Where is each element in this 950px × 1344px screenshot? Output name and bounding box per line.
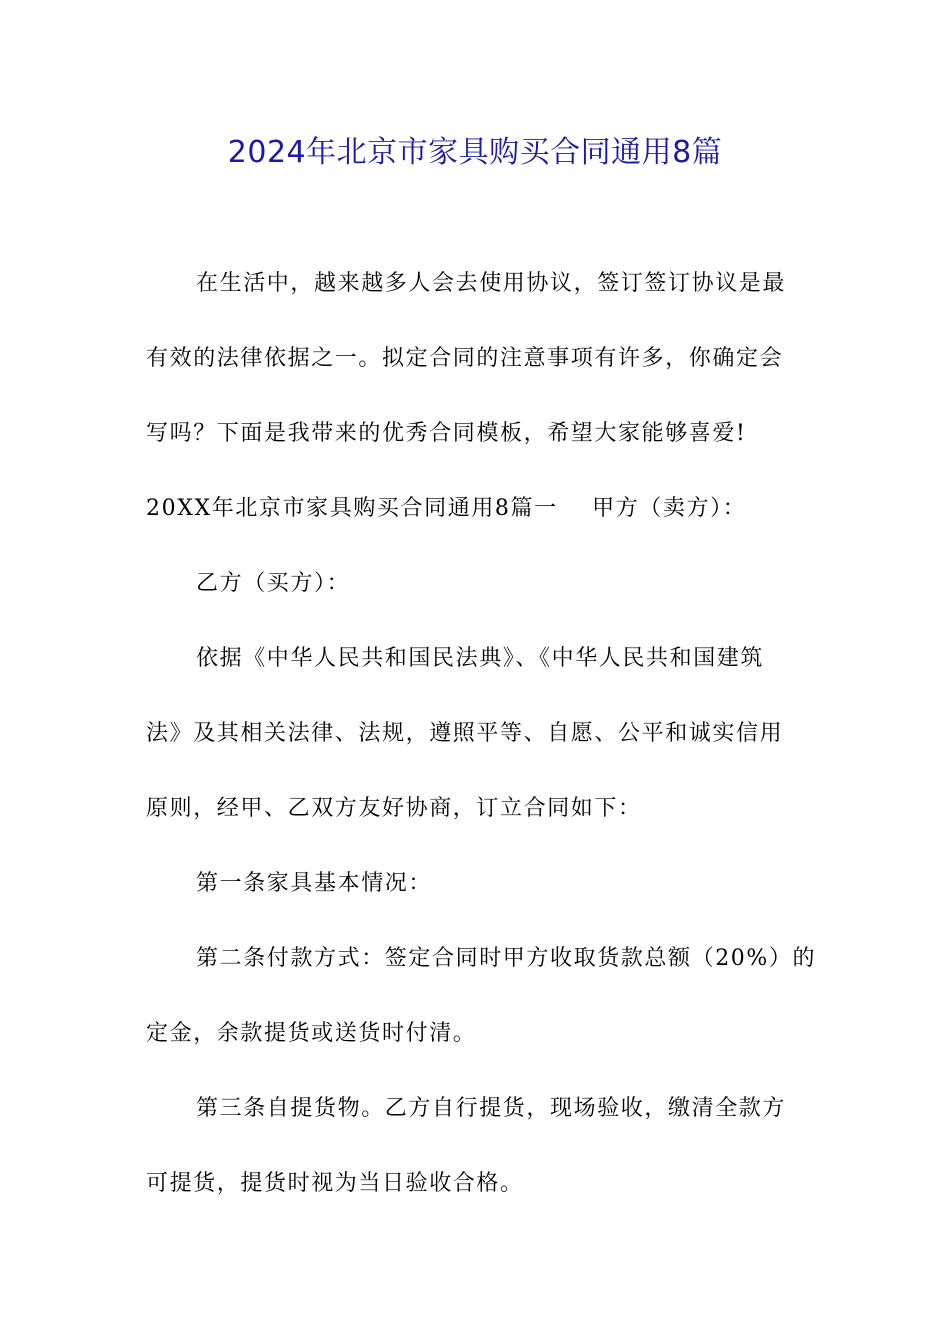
paragraph-line: 有效的法律依据之一。拟定合同的注意事项有许多，你确定会: [146, 346, 784, 371]
paragraph-line: 依据《中华人民共和国民法典》、《中华人民共和国建筑: [196, 646, 765, 671]
paragraph-line: 可提货，提货时视为当日验收合格。: [146, 1171, 524, 1196]
paragraph-line: 第二条付款方式：签定合同时甲方收取货款总额（20%）的: [196, 946, 817, 971]
paragraph-line: 乙方（买方）：: [196, 571, 351, 596]
paragraph-line: 定金，余款提货或送货时付清。: [146, 1021, 477, 1046]
paragraph-line: 第一条家具基本情况：: [196, 871, 433, 896]
paragraph-line: 写吗？下面是我带来的优秀合同模板，希望大家能够喜爱!: [146, 421, 747, 446]
paragraph-line: 第三条自提货物。乙方自行提货，现场验收，缴清全款方: [196, 1096, 787, 1121]
document-title: 2024年北京市家具购买合同通用8篇: [227, 135, 723, 170]
paragraph-line: 原则，经甲、乙双方友好协商，订立合同如下：: [146, 796, 642, 821]
paragraph-line: 20XX年北京市家具购买合同通用8篇一 甲方（卖方）：: [146, 496, 747, 521]
paragraph-line: 在生活中，越来越多人会去使用协议，签订签订协议是最: [196, 271, 787, 296]
paragraph-line: 法》及其相关法律、法规，遵照平等、自愿、公平和诚实信用: [146, 721, 784, 746]
